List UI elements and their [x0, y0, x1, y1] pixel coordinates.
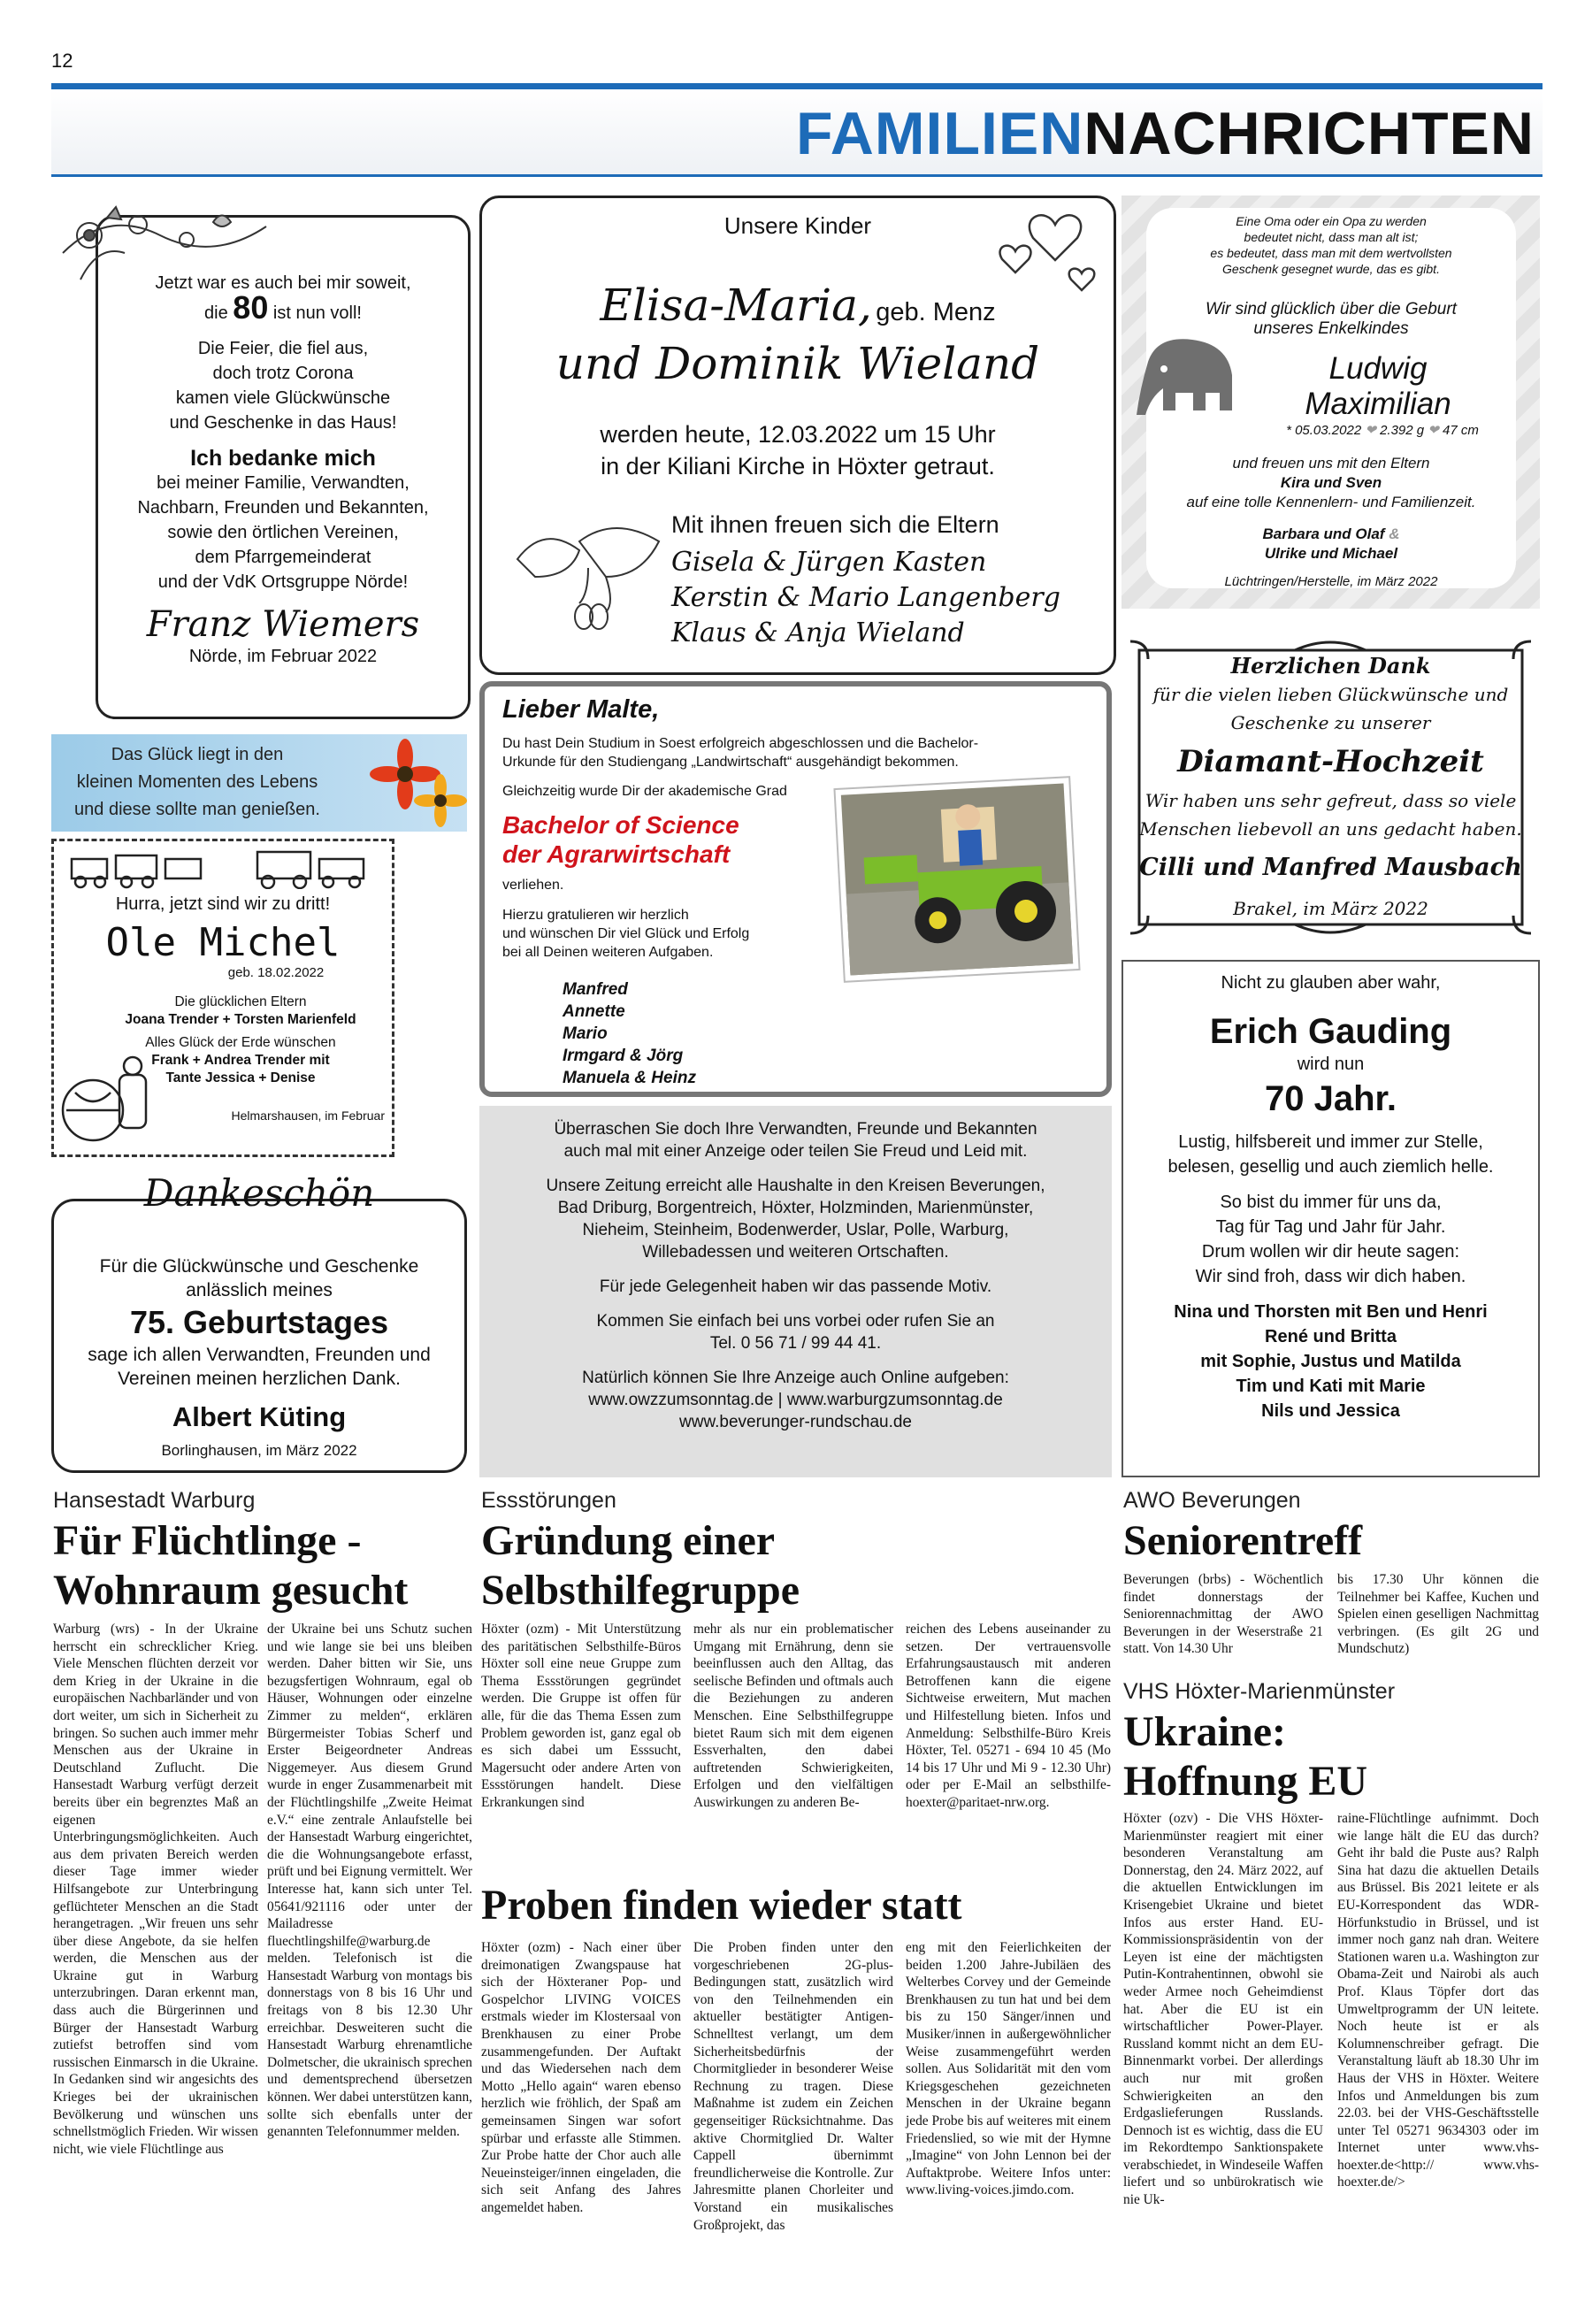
couple-names: Cilli und Manfred Mausbach [1139, 854, 1522, 881]
headline-senioren: Seniorentreff [1123, 1517, 1363, 1564]
birth-weight: 2.392 g [1380, 423, 1425, 438]
page-title-blue: FAMILIEN [796, 100, 1084, 167]
text-bold: Frank + Andrea Trender mit [151, 1053, 330, 1068]
headline-warburg: Für Flüchtlinge - Wohnraum gesucht [53, 1517, 409, 1614]
text-line: Geschenke zu unserer [1230, 712, 1431, 733]
text-line: Die glücklichen Eltern [174, 994, 307, 1009]
signer: Annette [563, 1002, 625, 1021]
quote-line: bedeutet nicht, dass man alt ist; [1244, 230, 1419, 244]
couple-name-2: und Dominik Wieland [555, 338, 1040, 389]
parents-names: Joana Trender + Torsten Marienfeld [125, 1012, 356, 1027]
text-line: Bad Driburg, Borgentreich, Höxter, Holzminden, Marienmünster, [557, 1199, 1034, 1217]
text-line: anlässlich meines [186, 1280, 333, 1300]
text-line: wird nun [1297, 1055, 1365, 1074]
text-line: und der VdK Ortsgruppe Nörde! [157, 572, 409, 592]
article-column: der Ukraine bei uns Schutz suchen und wie lange sie bei uns bleiben werden. Daher bitten wir Sie, uns bezugsfertigen Wohnraum, egal ob Häuser, Wohnungen oder einzelne Zimmer zu melden“, erklären Bürgermeister Tobias Scherf und Erster Beigeordneter Andreas Niggemeyer. Aus diesem Grund wurde in enger Zusammenarbeit mit der Flüchtlingshilfe „Zweite Heimat e.V.“ eine zentrale Anlaufstelle bei der Hansestadt Warburg eingerichtet, die die Wohnungsangebote erfasst, prüft und bei Eignung vermittelt. Wer Interesse hat, kann sich unter Tel. 05641/921116 oder unter der Mailadresse fluechtlingshilfe@warburg.de melden. Telefonisch ist die Hansestadt Warburg von montags bis donnerstags von 8 bis 16 Uhr und freitags von 8 bis 12.30 Uhr erreichbar. Desweiteren sucht die Hansestadt Warburg ehrenamtliche Dolmetscher, die ukrainisch sprechen und dementsprechend übersetzen können. Wer dabei unterstützen kann, sollte sich ebenfalls unter der genannten Telefonnummer melden. [267, 1622, 472, 2140]
article-column: reichen des Lebens auseinander zu setzen. Der vertrauensvolle Erfahrungsaustausch mit anderen Betroffenen kann die eigene Sichtweise erweitern, Mut machen und Hilfestellung bieten. Infos und Anmeldung: Selbsthilfe-Büro Kreis Höxter, Tel. 05271 - 694 10 45 (Mo 14 bis 17 Uhr und Mi 9 - 12.30 Uhr) oder per E-Mail an selbsthilfe-hoexter@paritaet-nrw.org. [906, 1622, 1111, 1810]
wedding-date: werden heute, 12.03.2022 um 15 Uhr [600, 421, 996, 448]
birth-date: geb. 18.02.2022 [227, 965, 325, 980]
family-line: Nils und Jessica [1261, 1401, 1400, 1421]
signer: Manuela & Heinz [563, 1069, 696, 1087]
text-line: Hurra, jetzt sind wir zu dritt! [115, 894, 331, 914]
text-line: Menschen liebevoll an uns gedacht haben. [1139, 818, 1522, 840]
ad-wedding [479, 196, 1116, 675]
family-line: Nina und Thorsten mit Ben und Henri [1174, 1302, 1488, 1322]
text-line: sage ich allen Verwandten, Freunden und [88, 1345, 431, 1365]
baby-name-2: Maximilian [1305, 387, 1451, 421]
baby-name: Ole Michel [105, 920, 341, 965]
kicker-essstoerungen: Essstörungen [481, 1488, 616, 1513]
parents-3: Klaus & Anja Wieland [671, 617, 965, 648]
grandparents-2: Ulrike und Michael [1264, 545, 1398, 562]
article-column: Höxter (ozv) - Die VHS Höxter-Marienmünster reagiert mit einer besonderen Veranstaltung am Donnerstag, den 24. März 2022, auf die aktuellen Entwicklungen im Krisengebiet Ukraine und bietet Infos aus erster Hand. EU- Kommissionspräsidentin von der Leyen ist eine der mächtigsten Putin-Kontrahentinnen, obwohl sie weder Armee noch Geheimdienst hat. Aber die EU ist ein wirtschaftlicher Power-Player. Russland kommt nicht an dem EU-Binnenmarkt vorbei. Der allerdings auch nur mit großen Schwierigkeiten an den Erdgaslieferungen Russlands. Dennoch ist es wichtig, dass die EU im Rekordtempo Sanktionspakete verabschiedet, in Windeseile Waffen liefert und so unbürokratisch wie nie Uk- [1123, 1811, 1323, 2208]
ad-ole-michel [51, 839, 394, 1157]
article-column: mehr als nur ein problematischer Umgang mit Ernährung, denn sie beeinflussen auch den Alltag, das seelische Befinden und oftmals auch die Beziehungen zu anderen Menschen. Eine Selbsthilfegruppe bietet Raum sich mit dem eigenen Essverhalten, den dabei auftretenden Schwierigkeiten, Erfolgen und den vielfältigen Auswirkungen zu anderen Be- [693, 1622, 893, 1810]
text-line: für die vielen lieben Glückwünsche und [1152, 684, 1509, 705]
headline-selbsthilfe: Gründung einer Selbsthilfegruppe [481, 1517, 800, 1614]
dankeschoen-script: Dankeschön [143, 1171, 375, 1215]
big-80: 80 [233, 289, 269, 326]
heart-icon: ❤ [1428, 423, 1439, 438]
parents-1: Gisela & Jürgen Kasten [671, 547, 987, 578]
text-line: und freuen uns mit den Eltern [1232, 455, 1430, 472]
ad-promo [479, 1106, 1112, 1477]
text-line: Natürlich können Sie Ihre Anzeige auch Online aufgeben: [582, 1369, 1009, 1387]
text-line: sowie den örtlichen Vereinen, [167, 523, 399, 542]
text-line: Nieheim, Steinheim, Bodenwerder, Uslar, Polle, Warburg, [582, 1221, 1009, 1239]
text-line: Tag für Tag und Jahr für Jahr. [1215, 1217, 1446, 1237]
headline-proben: Proben finden wieder statt [481, 1882, 962, 1929]
heart-icon: ❤ [1365, 423, 1376, 438]
text-line: Überraschen Sie doch Ihre Verwandten, Freunde und Bekannten [554, 1120, 1037, 1139]
website-links[interactable]: www.owzzumsonntag.de | www.warburgzumsonntag.de [588, 1391, 1003, 1409]
text-line: dem Pfarrgemeinderat [195, 548, 371, 567]
header-top-rule [51, 83, 1543, 89]
parents-2: Kerstin & Mario Langenberg [671, 582, 1060, 613]
article-column: Höxter (ozm) - Nach einer über dreimonatigen Zwangspause hat sich der Höxteraner Pop- und Gospelchor LIVING VOICES erstmals wieder im Klostersaal von Brenkhausen zu einer Probe zusammengefunden. Der Auftakt und das Wiedersehen nach dem Motto „Hello again“ waren ebenso herzlich wie fröhlich, der Spaß am gemeinsamen Singen war sofort spürbar und erfasste alle Stimmen. Zur Probe hatte der Chor auch alle Neueinsteiger/innen eingeladen, die sich seit Anfang des Jahres angemeldet haben. [481, 1940, 681, 2215]
text-line: Wir haben uns sehr gefreut, dass so viele [1144, 790, 1517, 811]
article-column: bis 17.30 Uhr können die Teilnehmer bei Kaffee, Kuchen und Spielen einen geselligen Nachmittag verbringen. (Es gilt 2G und Mundschutz) [1337, 1572, 1539, 1657]
page-title-dark: NACHRICHTEN [1083, 100, 1535, 167]
text-line: Lustig, hilfsbereit und immer zur Stelle, [1178, 1132, 1483, 1152]
text-line: auch mal mit einer Anzeige oder teilen Sie Freud und Leid mit. [563, 1142, 1028, 1161]
text-line: Willebadessen und weiteren Ortschaften. [642, 1243, 949, 1262]
text-line: Du hast Dein Studium in Soest erfolgreich abgeschlossen und die Bachelor- [502, 736, 979, 751]
doves-icon [500, 506, 677, 639]
ad-malte [479, 681, 1112, 1097]
phone: Tel. 0 56 71 / 99 44 41. [709, 1334, 882, 1353]
wedding-title: Unsere Kinder [723, 212, 872, 239]
ad-franz-wiemers [96, 215, 471, 719]
text-line: Nicht zu glauben aber wahr, [1221, 973, 1441, 993]
flower-icon [352, 734, 467, 832]
ad-erich-gauding [1122, 960, 1540, 1477]
baby-name-1: Ludwig [1328, 351, 1428, 386]
text-line: Das Glück liegt in den [111, 745, 284, 764]
quote-line: es bedeutet, dass man mit dem wertvollsten [1210, 246, 1452, 260]
article-column: Die Proben finden unter den vorgeschriebenen 2G-plus-Bedingungen statt, zusätzlich wird von den Teilnehmenden ein aktueller bestätigter Antigen-Schnelltest verlangt, um dem Sicherheitsbedürfnis der Chormitglieder in besonderer Weise Rechnung zu tragen. Diese Maßnahme ist zudem ein Zeichen gegenseitiger Rücksichtnahme. Das aktive Chormitglied Dr. Walter Cappell übernimmt freundlicherweise die Kontrolle. Zur Jahresmitte planen Chorleiter und Vorstand ein musikalisches Großprojekt, das [693, 1940, 893, 2233]
text-line: Nachbarn, Freunden und Bekannten, [137, 498, 429, 518]
degree-line-2: der Agrarwirtschaft [502, 840, 731, 868]
text-line: Die Feier, die fiel aus, [197, 339, 369, 358]
occasion: Diamant-Hochzeit [1177, 744, 1484, 779]
couple-maiden: geb. Menz [876, 298, 996, 326]
grandparents-1: Barbara und Olaf & [1262, 525, 1400, 542]
text-line: Alles Glück der Erde wünschen [145, 1035, 336, 1050]
degree-line-1: Bachelor of Science [502, 811, 739, 839]
parents-names: Kira und Sven [1280, 474, 1382, 491]
family-line: Tim und Kati mit Marie [1236, 1377, 1426, 1396]
quote-line: Eine Oma oder ein Opa zu werden [1236, 214, 1427, 228]
toy-train-icon [63, 847, 381, 889]
ad-diamant-hochzeit [1122, 633, 1540, 942]
text-line: Drum wollen wir dir heute sagen: [1201, 1242, 1460, 1262]
page-number: 12 [51, 50, 73, 72]
text-line: Hierzu gratulieren wir herzlich [502, 908, 689, 923]
person-name: Albert Küting [172, 1401, 347, 1432]
text-line: bei all Deinen weiteren Aufgaben. [502, 945, 714, 960]
text-line: Für die Glückwünsche und Geschenke [99, 1256, 419, 1277]
ad-ludwig-maximilian [1122, 196, 1540, 609]
text-line: Unsere Zeitung erreicht alle Haushalte in den Kreisen Beverungen, [546, 1177, 1045, 1195]
signer: Mario [563, 1024, 608, 1043]
kicker-vhs: VHS Höxter-Marienmünster [1123, 1679, 1396, 1704]
text-line: Kommen Sie einfach bei uns vorbei oder rufen Sie an [596, 1312, 995, 1331]
signer: Manfred [563, 980, 628, 999]
couple-name-1: Elisa-Maria, [600, 280, 872, 331]
family-line: mit Sophie, Justus und Matilda [1200, 1352, 1461, 1371]
text-line: verliehen. [502, 878, 564, 893]
birth-height: 47 cm [1443, 423, 1479, 438]
parents-intro: Mit ihnen freuen sich die Eltern [671, 511, 999, 538]
article-column: Beverungen (brbs) - Wöchentlich findet donnerstags der Seniorennachmittag der AWO Beverungen in der Weserstraße 21 statt. Von 14.30 Uhr [1123, 1572, 1323, 1657]
text-line: Wir sind froh, dass wir dich haben. [1195, 1267, 1466, 1286]
text-line: bei meiner Familie, Verwandten, [157, 473, 410, 493]
article-column: Warburg (wrs) - In der Ukraine herrscht ein schrecklicher Krieg. Viele Menschen flüchten derzeit vor dem Krieg in der Ukraine in die europäischen Nachbarländer und von dort weiter, um sich in Sicherheit zu bringen. So suchen auch immer mehr Menschen aus der Ukraine in Deutschland Zuflucht. Die Hansestadt Warburg verfügt derzeit bereits über ein begrenztes Maß an eigenen Unterbringungsmöglichkeiten. Auch aus dem privaten Bereich werden dieser Tage immer wieder Hilfsangebote zur Unterbringung geflüchteter Menschen an die Stadt herangetragen. „Wir freuen uns sehr über diese Angebote, da sie helfen werden, die Menschen aus der Ukraine gut in Warburg unterzubringen. Daran erkennt man, dass auch die Bürgerinnen und Bürger der Hansestadt Warburg zutiefst betroffen sind vom russischen Einmarsch in die Ukraine. In Gedanken sind wir angesichts des Krieges bei der ukrainischen Bevölkerung und wünschen uns schnellstmöglich Frieden. Wir wissen nicht, wie viele Flüchtlinge aus [53, 1622, 258, 2157]
text-line: doch trotz Corona [212, 364, 354, 383]
article-column: Höxter (ozm) - Mit Unterstützung des paritätischen Selbsthilfe-Büros Höxter soll eine neue Gruppe zum Thema Essstörungen gegründet werden. Die Gruppe ist offen für alle, für die das Thema Essen zum Problem geworden ist, ganz egal ob es sich dabei um Esssucht, Magersucht oder andere Arten von Essstörungen handelt. Diese Erkrankungen sind [481, 1622, 681, 1810]
text-line: Urkunde für den Studiengang „Landwirtschaft“ ausgehändigt bekommen. [502, 755, 959, 770]
text-line: belesen, gesellig und auch ziemlich helle. [1167, 1157, 1494, 1177]
text-line: die 80 ist nun voll! [204, 289, 362, 326]
text-line: und Geschenke in das Haus! [169, 413, 397, 433]
birth-intro-2: unseres Enkelkindes [1253, 319, 1409, 338]
family-line: René und Britta [1265, 1327, 1397, 1346]
teddy-bear-icon [57, 1039, 164, 1154]
headline-ukraine: Ukraine: Hoffnung EU [1123, 1708, 1368, 1805]
article-column: raine-Flüchtlinge aufnimmt. Doch wie lange hält die EU das durch? Geht ihr bald die Puste aus? Ralph Sina hat dazu die aktuellen Details aus Brüssel. Bis 2021 leitete er als EU-Korrespondent das WDR-Hörfunkstudio in Brüssel, und ist immer noch ganz nah dran. Weitere Stationen waren u.a. Washington zur Obama-Zeit und Nairobi als auch Prof. Klaus Töpfer dort das Umweltprogramm der UN leitete. Noch heute ist er als Kolumnenschreiber gefragt. Die Veranstaltung läuft ab 18.30 Uhr im Haus der VHS in Höxter. Weitere Infos und Anmeldungen bis zum 22.03. bei der VHS-Geschäftsstelle unter Tel 05271 9634303 oder im Internet unter www.vhs-hoexter.de<http:// www.vhs-hoexter.de/> [1337, 1811, 1539, 2190]
elephant-icon [1130, 326, 1245, 424]
ad-albert-kueting [51, 1171, 467, 1473]
website-link[interactable]: www.beverunger-rundschau.de [679, 1413, 912, 1431]
text-line: auf eine tolle Kennenlern- und Familienzeit. [1186, 494, 1476, 510]
birth-intro: Wir sind glücklich über die Geburt [1206, 300, 1457, 318]
text-line: kleinen Momenten des Lebens [76, 772, 318, 792]
text-line: Jetzt war es auch bei mir soweit, [155, 273, 411, 293]
tractor-photo-icon [833, 776, 1080, 983]
age: 70 Jahr. [1264, 1079, 1397, 1118]
ad-glueck [51, 734, 467, 832]
place-date: Nörde, im Februar 2022 [188, 647, 378, 666]
signature: Franz Wiemers [146, 604, 420, 645]
page-title [796, 99, 1535, 168]
place-date: Brakel, im März 2022 [1233, 898, 1428, 919]
place-date: Helmarshausen, im Februar [231, 1108, 385, 1123]
text-line: kamen viele Glückwünsche [175, 388, 391, 408]
text-line: Vereinen meinen herzlichen Dank. [118, 1369, 401, 1389]
kicker-awo: AWO Beverungen [1123, 1488, 1301, 1513]
text-bold: Ich bedanke mich [190, 446, 376, 471]
text-line: So bist du immer für uns da, [1220, 1193, 1442, 1212]
thanks-title: Herzlichen Dank [1230, 653, 1431, 679]
article-column: eng mit den Feierlichkeiten der beiden 1.200 Jahre-Jubiläen des Welterbes Corvey und der Gemeinde Brenkhausen zu tun hat und bei dem bis zu 150 Sänger/innen und Musiker/innen in außergewöhnlicher Weise zusammengeführt werden sollen. Aus Solidarität mit den vom Kriegsgeschehen gezeichneten Menschen in der Ukraine begann jede Probe bis auf weiteres mit einem Friedenslied, so wie mit der Hymne „Imagine“ von John Lennon bei der Auftaktprobe. Weitere Infos unter: www.living-voices.jimdo.com. [906, 1940, 1111, 2198]
birth-date: * 05.03.2022 [1286, 423, 1362, 438]
text-line: Gleichzeitig wurde Dir der akademische Grad [502, 784, 787, 799]
kicker-warburg: Hansestadt Warburg [53, 1488, 256, 1513]
place-date: Lüchtringen/Herstelle, im März 2022 [1224, 574, 1438, 589]
text-line: und wünschen Dir viel Glück und Erfolg [502, 926, 750, 941]
text-bold: Tante Jessica + Denise [165, 1070, 316, 1085]
text-line: und diese sollte man genießen. [74, 800, 320, 819]
signer: Irmgard & Jörg [563, 1047, 684, 1065]
wedding-church: in der Kiliani Kirche in Höxter getraut. [601, 453, 995, 479]
place-date: Borlinghausen, im März 2022 [161, 1442, 357, 1459]
header-bottom-rule [51, 174, 1543, 177]
text-line: Für jede Gelegenheit haben wir das passende Motiv. [599, 1277, 992, 1296]
quote-line: Geschenk gesegnet wurde, das es gibt. [1222, 262, 1440, 276]
person-name: Erich Gauding [1209, 1012, 1452, 1051]
birthday-title: 75. Geburtstages [129, 1304, 389, 1340]
malte-title: Lieber Malte, [502, 695, 660, 724]
